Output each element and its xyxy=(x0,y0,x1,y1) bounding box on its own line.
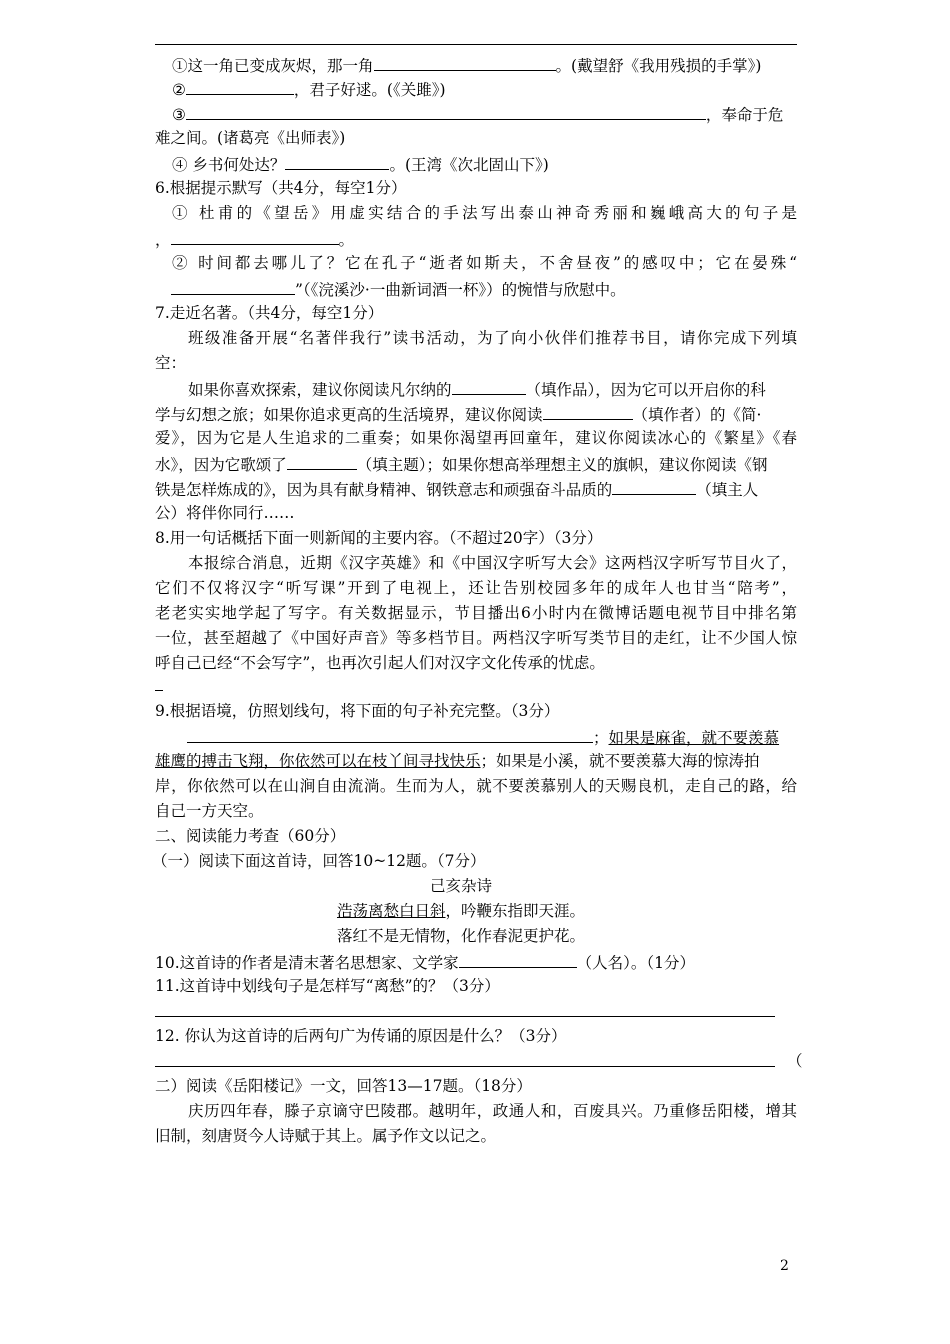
q11-answer-line[interactable] xyxy=(155,1016,775,1017)
q5-item3-cont: 难之间。(诸葛亮《出师表》) xyxy=(155,129,346,147)
q12-paren: （ xyxy=(787,1052,803,1070)
q7-line-b: 学与幻想之旅；如果你追求更高的生活境界，建议你阅读 （填作者）的《简· xyxy=(155,401,797,426)
q6-item2-cont: ”（《浣溪沙·一曲新词酒一杯》）的惋惜与欣慰中。 xyxy=(155,276,797,301)
answer-blank[interactable] xyxy=(374,52,556,71)
q7-para1-cont: 空： xyxy=(155,354,187,372)
page-number: 2 xyxy=(780,1258,789,1274)
answer-blank[interactable] xyxy=(171,226,339,245)
section2-title: 二、阅读能力考查（60分） xyxy=(155,827,346,845)
q7-line-e: 铁是怎样炼成的》，因为具有献身精神、钢铁意志和顽强奋斗品质的 （填主人 xyxy=(155,476,797,501)
q7-line-f: 公）将伴你同行…… xyxy=(155,504,295,522)
q6-item1-cont: ， 。 xyxy=(155,226,797,251)
q7-title: 7.走近名著。（共4分，每空1分） xyxy=(155,304,384,322)
poem-line1: 浩荡离愁白日斜，吟鞭东指即天涯。 xyxy=(336,902,586,920)
answer-blank[interactable] xyxy=(187,724,593,743)
q8-news-line: 呼自己已经“不会写字”，也再次引起人们对汉字文化传承的忧虑。 xyxy=(155,654,605,672)
section2-sub2: 二）阅读《岳阳楼记》一文，回答13—17题。（18分） xyxy=(155,1077,532,1095)
poem-line2: 落红不是无情物，化作春泥更护花。 xyxy=(336,927,585,945)
passage-line: 庆历四年春，滕子京谪守巴陵郡。越明年，政通人和，百废具兴。乃重修岳阳楼，增其 xyxy=(188,1102,797,1120)
q12-answer-line[interactable] xyxy=(155,1066,775,1067)
q12: 12. 你认为这首诗的后两句广为传诵的原因是什么？（3分） xyxy=(155,1027,567,1045)
q7-line-a: 如果你喜欢探索，建议你阅读凡尔纳的 （填作品），因为它可以开启你的科 xyxy=(188,376,797,401)
answer-blank[interactable] xyxy=(171,276,295,295)
answer-blank[interactable] xyxy=(287,451,357,470)
q9-line2: 雄鹰的搏击飞翔，你依然可以在枝丫间寻找快乐；如果是小溪，就不要羡慕大海的惊涛拍 xyxy=(155,752,760,770)
q10: 10.这首诗的作者是清末著名思想家、文学家 （人名）。（1分） xyxy=(155,949,797,974)
q6-item2: ② 时间都去哪儿了？它在孔子“逝者如斯夫，不舍昼夜”的感叹中；它在晏殊“ xyxy=(172,254,797,272)
answer-blank[interactable] xyxy=(612,476,696,495)
answer-blank[interactable] xyxy=(186,101,706,120)
poem-title: 己亥杂诗 xyxy=(429,877,492,895)
q5-item1: ①这一角已变成灰烬，那一角 。(戴望舒《我用残损的手掌》) xyxy=(172,52,797,77)
answer-blank[interactable] xyxy=(186,76,294,95)
q7-line-d: 水》，因为它歌颂了 （填主题）；如果你想高举理想主义的旗帜，建议你阅读《钢 xyxy=(155,451,797,476)
q8-answer-line[interactable] xyxy=(155,690,163,691)
q11: 11.这首诗中划线句子是怎样写“离愁”的？（3分） xyxy=(155,977,500,995)
q9-line4: 自己一方天空。 xyxy=(155,802,264,820)
passage-line: 旧制，刻唐贤今人诗赋于其上。属予作文以记之。 xyxy=(155,1127,497,1145)
answer-blank[interactable] xyxy=(543,401,633,420)
q8-news-line: 本报综合消息，近期《汉字英雄》和《中国汉字听写大会》这两档汉字听写节目火了， xyxy=(188,554,797,572)
q8-news-line: 老老实实地学起了写字。有关数据显示，节目播出6小时内在微博话题电视节目中排名第 xyxy=(155,604,797,622)
q7-para1: 班级准备开展“名著伴我行”读书活动，为了向小伙伴们推荐书目，请你完成下列填 xyxy=(188,329,797,347)
answer-blank[interactable] xyxy=(459,949,577,968)
q7-line-c: 爱》，因为它是人生追求的二重奏；如果你渴望再回童年，建议你阅读冰心的《繁星》《春 xyxy=(155,429,797,447)
q9-line1: ；如果是麻雀，就不要羡慕 xyxy=(155,724,797,749)
q5-item2: ② ，君子好逑。(《关雎》) xyxy=(172,76,797,101)
q8-news-line: 一位，甚至超越了《中国好声音》等多档节目。两档汉字听写类节目的走红，让不少国人惊 xyxy=(155,629,797,647)
answer-blank[interactable] xyxy=(452,376,526,395)
section2-sub1: （一）阅读下面这首诗，回答10~12题。（7分） xyxy=(152,852,486,870)
header-rule xyxy=(155,44,797,45)
q9-line3: 岸，你依然可以在山涧自由流淌。生而为人，就不要羡慕别人的天赐良机，走自己的路，给 xyxy=(155,777,797,795)
q5-item3: ③ ，奉命于危 xyxy=(172,101,797,126)
q8-news-line: 它们不仅将汉字“听写课”开到了电视上，还让告别校园多年的成年人也甘当“陪考”， xyxy=(155,579,797,597)
q8-title: 8.用一句话概括下面一则新闻的主要内容。（不超过20字）（3分） xyxy=(155,529,603,547)
answer-blank[interactable] xyxy=(285,151,389,170)
q9-title: 9.根据语境，仿照划线句，将下面的句子补充完整。（3分） xyxy=(155,702,560,720)
q5-item4: ④ 乡书何处达？ 。(王湾《次北固山下》) xyxy=(172,151,797,176)
q6-item1: ① 杜甫的《望岳》用虚实结合的手法写出泰山神奇秀丽和巍峨高大的句子是 xyxy=(172,204,797,222)
q6-title: 6.根据提示默写（共4分，每空1分） xyxy=(155,179,407,197)
